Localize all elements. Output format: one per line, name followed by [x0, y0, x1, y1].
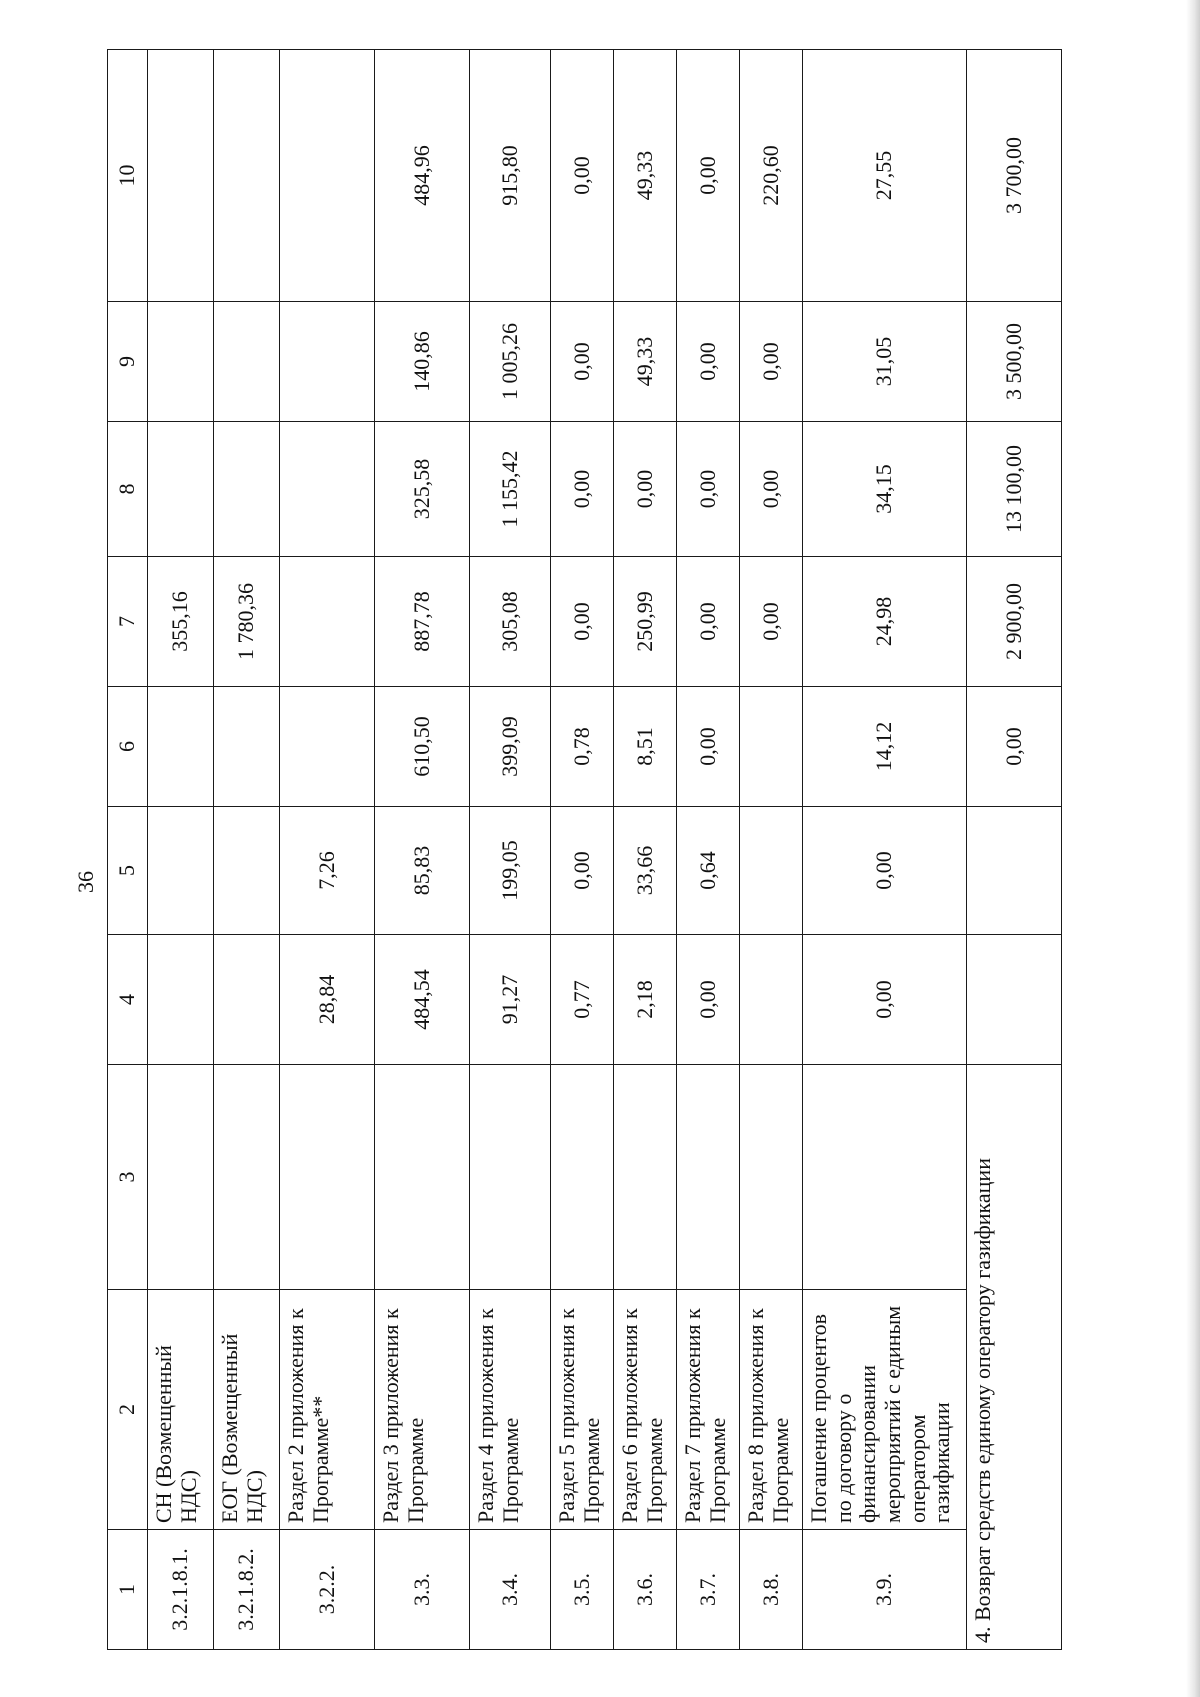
- row-number-cell: 3.5.: [551, 1530, 614, 1650]
- value-cell: [280, 1065, 375, 1290]
- value-cell: 49,33: [614, 302, 677, 422]
- header-cell: 3: [108, 1065, 148, 1290]
- value-cell: 1 155,42: [470, 422, 551, 557]
- value-cell: 8,51: [614, 687, 677, 807]
- value-cell: 1 780,36: [214, 557, 280, 687]
- row-number-cell: 3.3.: [375, 1530, 470, 1650]
- value-cell: 0,00: [677, 557, 740, 687]
- table-row: [551, 50, 614, 1650]
- value-cell: 0,77: [551, 935, 614, 1065]
- value-cell: [214, 807, 280, 935]
- value-cell: [280, 302, 375, 422]
- table-row: [740, 50, 803, 1650]
- value-cell: [148, 687, 214, 807]
- value-cell: 13 100,00: [967, 422, 1062, 557]
- value-cell: [280, 50, 375, 302]
- value-cell: [214, 1065, 280, 1290]
- row-label-cell: Раздел 7 приложения к Программе: [677, 1290, 740, 1530]
- table-row: [470, 50, 551, 1650]
- value-cell: 610,50: [375, 687, 470, 807]
- header-cell: 5: [108, 807, 148, 935]
- value-cell: [967, 935, 1062, 1065]
- value-cell: 325,58: [375, 422, 470, 557]
- value-cell: 24,98: [803, 557, 967, 687]
- value-cell: [214, 687, 280, 807]
- value-cell: 399,09: [470, 687, 551, 807]
- value-cell: [280, 422, 375, 557]
- row-label-cell: 4. Возврат средств единому оператору газификации: [967, 1065, 1062, 1650]
- value-cell: [614, 1065, 677, 1290]
- value-cell: 2,18: [614, 935, 677, 1065]
- row-number-cell: 3.8.: [740, 1530, 803, 1650]
- row-label-cell: Раздел 2 приложения к Программе**: [280, 1290, 375, 1530]
- value-cell: [148, 807, 214, 935]
- row-number-cell: 3.4.: [470, 1530, 551, 1650]
- value-cell: 355,16: [148, 557, 214, 687]
- value-cell: [551, 1065, 614, 1290]
- value-cell: 887,78: [375, 557, 470, 687]
- header-cell: 7: [108, 557, 148, 687]
- value-cell: [740, 935, 803, 1065]
- value-cell: [214, 302, 280, 422]
- value-cell: 0,00: [551, 422, 614, 557]
- value-cell: 0,00: [614, 422, 677, 557]
- value-cell: 484,96: [375, 50, 470, 302]
- value-cell: 49,33: [614, 50, 677, 302]
- table-row: [677, 50, 740, 1650]
- row-number-cell: 3.9.: [803, 1530, 967, 1650]
- value-cell: 250,99: [614, 557, 677, 687]
- header-cell: 2: [108, 1290, 148, 1530]
- value-cell: 91,27: [470, 935, 551, 1065]
- row-number-cell: 3.7.: [677, 1530, 740, 1650]
- value-cell: 3 700,00: [967, 50, 1062, 302]
- header-cell: 1: [108, 1530, 148, 1650]
- scan-edge: [1186, 0, 1200, 1697]
- row-label-cell: Раздел 8 приложения к Программе: [740, 1290, 803, 1530]
- value-cell: 0,00: [967, 687, 1062, 807]
- value-cell: 2 900,00: [967, 557, 1062, 687]
- value-cell: [803, 1065, 967, 1290]
- value-cell: 0,64: [677, 807, 740, 935]
- value-cell: 0,00: [740, 302, 803, 422]
- row-label-cell: ЕОГ (Возмещенный НДС): [214, 1290, 280, 1530]
- row-label-cell: Раздел 3 приложения к Программе: [375, 1290, 470, 1530]
- table-row: [803, 50, 967, 1650]
- value-cell: [740, 1065, 803, 1290]
- value-cell: [214, 422, 280, 557]
- table-row: [375, 50, 470, 1650]
- row-label-cell: Раздел 4 приложения к Программе: [470, 1290, 551, 1530]
- value-cell: 14,12: [803, 687, 967, 807]
- header-cell: 6: [108, 687, 148, 807]
- table-row: [614, 50, 677, 1650]
- value-cell: [148, 422, 214, 557]
- row-number-cell: 3.6.: [614, 1530, 677, 1650]
- value-cell: 0,00: [740, 422, 803, 557]
- value-cell: [214, 935, 280, 1065]
- value-cell: 305,08: [470, 557, 551, 687]
- value-cell: 0,00: [551, 50, 614, 302]
- row-label-cell: Погашение процентов по договору о финансировании мероприятий с единым оператором газификации: [803, 1290, 967, 1530]
- value-cell: [470, 1065, 551, 1290]
- value-cell: 140,86: [375, 302, 470, 422]
- header-cell: 10: [108, 50, 148, 302]
- row-number-cell: 3.2.1.8.1.: [148, 1530, 214, 1650]
- value-cell: 28,84: [280, 935, 375, 1065]
- table-total-row: [967, 50, 1062, 1650]
- table-row: [280, 50, 375, 1650]
- data-table: [107, 49, 1062, 1650]
- value-cell: [740, 807, 803, 935]
- row-label-cell: Раздел 6 приложения к Программе: [614, 1290, 677, 1530]
- value-cell: [740, 687, 803, 807]
- value-cell: 0,78: [551, 687, 614, 807]
- value-cell: 484,54: [375, 935, 470, 1065]
- value-cell: 31,05: [803, 302, 967, 422]
- table-row: [148, 50, 214, 1650]
- value-cell: [214, 50, 280, 302]
- page-number: 36: [73, 871, 98, 893]
- row-number-cell: 3.2.1.8.2.: [214, 1530, 280, 1650]
- header-cell: 8: [108, 422, 148, 557]
- value-cell: [280, 687, 375, 807]
- value-cell: 1 005,26: [470, 302, 551, 422]
- value-cell: 27,55: [803, 50, 967, 302]
- value-cell: 0,00: [677, 422, 740, 557]
- value-cell: 3 500,00: [967, 302, 1062, 422]
- value-cell: [967, 807, 1062, 935]
- rotated-table-container: [107, 50, 1061, 1650]
- value-cell: 34,15: [803, 422, 967, 557]
- value-cell: [280, 557, 375, 687]
- header-cell: 9: [108, 302, 148, 422]
- value-cell: 0,00: [551, 302, 614, 422]
- value-cell: 85,83: [375, 807, 470, 935]
- row-label-cell: Раздел 5 приложения к Программе: [551, 1290, 614, 1530]
- value-cell: [148, 1065, 214, 1290]
- value-cell: 915,80: [470, 50, 551, 302]
- value-cell: 7,26: [280, 807, 375, 935]
- value-cell: 0,00: [551, 807, 614, 935]
- value-cell: 0,00: [677, 935, 740, 1065]
- value-cell: 33,66: [614, 807, 677, 935]
- table-row: [214, 50, 280, 1650]
- value-cell: 0,00: [677, 687, 740, 807]
- header-cell: 4: [108, 935, 148, 1065]
- value-cell: 220,60: [740, 50, 803, 302]
- value-cell: 0,00: [551, 557, 614, 687]
- value-cell: [148, 50, 214, 302]
- row-label-cell: СН (Возмещенный НДС): [148, 1290, 214, 1530]
- value-cell: 0,00: [740, 557, 803, 687]
- table-header-row: [108, 50, 148, 1650]
- value-cell: [148, 302, 214, 422]
- value-cell: [677, 1065, 740, 1290]
- value-cell: 0,00: [803, 935, 967, 1065]
- value-cell: 199,05: [470, 807, 551, 935]
- value-cell: 0,00: [677, 302, 740, 422]
- value-cell: 0,00: [803, 807, 967, 935]
- value-cell: [375, 1065, 470, 1290]
- value-cell: 0,00: [677, 50, 740, 302]
- row-number-cell: 3.2.2.: [280, 1530, 375, 1650]
- value-cell: [148, 935, 214, 1065]
